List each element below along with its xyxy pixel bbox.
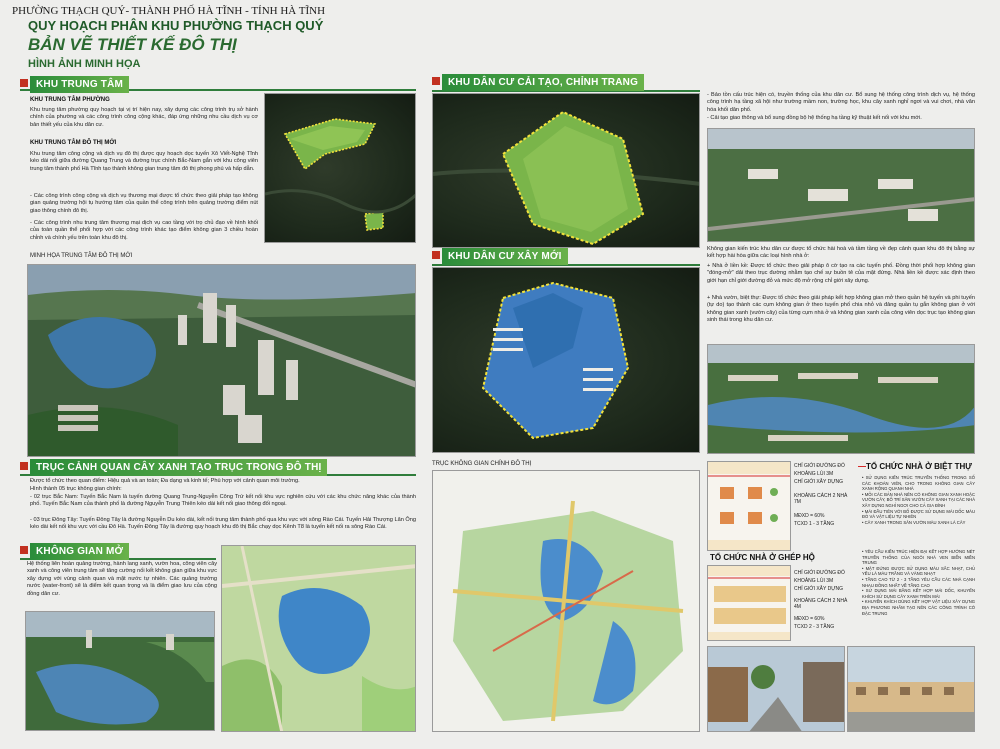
section-title-khong-gian-mo: KHÔNG GIAN MỞ [30, 543, 129, 560]
section-title-xay-moi: KHU DÂN CƯ XÂY MỚI [442, 248, 568, 265]
plan-graphic [222, 546, 416, 732]
label: MĐXD = 60% [794, 513, 825, 519]
subheading-trung-tam-phuong: KHU TRUNG TÂM PHƯỜNG [30, 97, 110, 103]
ghep-ho-labels [794, 570, 852, 630]
khong-gian-mo-render-image [25, 611, 215, 731]
paragraph: Khu trung tâm công cộng và dịch vụ đô thị được quy hoạch dọc tuyến Xô Viết-Nghệ Tĩnh kéo dài nối giữa đường Quang Trung và đường trục chính Bắc-Nam gắn với khu công viên trung tâm thành phố Hà Tĩnh tạo thành không gian trung tâm đô thị phong phú và hấp dẫn. [30, 151, 258, 172]
paragraph: Không gian kiến trúc khu dân cư được tổ chức hài hoà và tầm tầng về đẹp cảnh quan khu đô thị bằng sự kết hợp hài hòa giữa các loại hình nhà ở: [707, 246, 975, 260]
cai-tao-render-image [707, 128, 975, 242]
label: CHỈ GIỚI XÂY DỰNG [794, 586, 844, 592]
paragraph: - 02 trục Bắc Nam: Tuyến Bắc Nam là tuyến đường Quang Trung-Nguyễn Công Trứ kết nối khu vực nghiên cứu với các khu chức năng khác của thành phố. Tuyến Bắc Nam của thành phố là đường Nguyễn Trung Thiên kéo dài kết nối giao thông đối ngoại. [30, 494, 416, 508]
section-bullet [20, 79, 28, 87]
location-line: PHƯỜNG THẠCH QUÝ- THÀNH PHỐ HÀ TĨNH - TỈNH HÀ TĨNH [12, 5, 326, 17]
caption-truc-khong-gian: TRỤC KHÔNG GIAN CHÍNH ĐÔ THỊ [432, 461, 532, 467]
render-graphic [708, 345, 975, 454]
ghep-ho-street-render-2 [847, 646, 975, 732]
trung-tam-location-map [264, 93, 416, 243]
label: CHỈ GIỚI ĐƯỜNG ĐỎ [794, 570, 845, 576]
render-graphic [26, 612, 215, 731]
label: TCXD 2 - 3 TẦNG [794, 624, 835, 630]
diagram-graphic [708, 566, 791, 641]
project-title: QUY HOẠCH PHÂN KHU PHƯỜNG THẠCH QUÝ [28, 18, 324, 33]
label: TCXD 1 - 3 TẦNG [794, 521, 835, 527]
subheading-trung-tam-do-thi-moi: KHU TRUNG TÂM ĐÔ THỊ MỚI [30, 140, 117, 146]
map-graphic [433, 94, 700, 248]
label: KHOẢNG CÁCH 2 NHÀ 7M [794, 493, 848, 505]
section-bullet [20, 546, 28, 554]
render-graphic [848, 647, 975, 732]
drawing-title: BẢN VẼ THIẾT KẾ ĐÔ THỊ [28, 35, 237, 54]
paragraph: Được tổ chức theo quan điểm: Hiệu quả và an toàn; Đa dạng và kinh tế; Phù hợp với cảnh quan môi trường. [30, 478, 300, 484]
paragraph: - Các công trình nhu trung tâm thương mại dịch vụ cao tầng với trọ chủ đạo về hình khối của toàn quần thể phối hợp với các công trình khác tạo điểm không gian 3 chiều hoàn chỉnh và chính yếu trên toàn khu đô thị. [30, 220, 258, 241]
section-title-cai-tao: KHU DÂN CƯ CẢI TẠO, CHỈNH TRANG [442, 74, 644, 91]
label: KHOẢNG LÙI 3M [794, 578, 834, 584]
khong-gian-mo-plan-image [221, 545, 416, 732]
plan-graphic [433, 471, 700, 732]
drawing-subtitle: HÌNH ẢNH MINH HỌA [28, 58, 141, 70]
biet-thu-notes: • SỬ DỤNG KIẾN TRÚC TRUYỀN THỐNG TRONG SỐ CÁC KHOÁN VIÊN, CHO TRONG KHÔNG GIAN CÂY XANH RỘNG QUANH NHÀ • MỖI CÁC BẢN NHÀ NÊN CÓ KHÔNG GIAN XANH HOẶC VƯỜN CÂY, BỐ TRÍ SÂN VƯỜN CÂY XANH TẠI CÁC NHÀ XÂY DỰNG NGHỈ NGƠI CHO CẢ GIA ĐÌNH • MÁI ĐẦU TIÊN VỚI BỐ ĐƯỢC SỬ DỤNG MÁI DỐC MÀU ĐỎ VÀ VẬT LIỆU TỰ NHIÊN • CÂY XANH TRONG SÂN VƯỜN MÀU XANH LÁ CÂY [862, 475, 975, 525]
section-title-khu-trung-tam: KHU TRUNG TÂM [30, 76, 129, 93]
xay-moi-location-map [432, 267, 700, 453]
biet-thu-labels [794, 463, 852, 527]
paragraph: Khu trung tâm phường quy hoạch tại vị trí hiện nay, xây dựng các công trình trụ sở hành chính của phường và các công trình công cộng khác, đáp ứng những nhu cầu dịch vụ cơ bản thiết yếu của khu dân cư. [30, 107, 258, 128]
ghep-ho-street-render-1 [707, 646, 845, 732]
ghep-ho-diagram [707, 565, 791, 641]
section-bullet [20, 462, 28, 470]
render-graphic [708, 647, 845, 732]
map-graphic [433, 268, 700, 453]
biet-thu-diagram [707, 461, 791, 551]
map-graphic [265, 94, 416, 243]
render-graphic [28, 265, 416, 457]
label: CHỈ GIỚI ĐƯỜNG ĐỎ [794, 463, 845, 469]
label: MĐXD = 60% [794, 616, 825, 622]
paragraph: Hình thành 05 trục không gian chính: [30, 486, 122, 492]
paragraph: - Các công trình công cộng và dịch vụ thương mại được tổ chức theo giải pháp tạo không gian quảng trường hội tụ hướng tâm của quần thể công trình trên quảng trường điểm nút giao thông chính đô thị. [30, 193, 258, 214]
heading-ghep-ho: TỔ CHỨC NHÀ Ở GHÉP HỘ [710, 553, 815, 562]
render-graphic [708, 129, 975, 242]
trung-tam-render-image [27, 264, 416, 457]
paragraph: + Nhà vườn, biệt thự: Được tổ chức theo giải pháp kết hợp không gian mở theo quần hệ tuyến và phi tuyến (tự do) tạo thành các cụm không gian ở theo tuyến phố chia nhỏ và đảng quần tụ gắn không gian ở với không gian xanh (vườn cây) của từng cụm nhà ở và không gian xanh của công viên dọc trục tạo không gian sinh thái trong khu dân cư. [707, 295, 975, 324]
cai-tao-location-map [432, 93, 700, 248]
section-bullet [432, 77, 440, 85]
paragraph: - 03 trục Đông Tây: Tuyến Đông Tây là đường Nguyễn Du kéo dài, kết nối trung tâm thành phố qua khu vực với sông Rào Cái. Tuyến Hải Thượng Lãn Ông kéo dài kết nối khu vực với cầu Đô Hà. Tuyến Đông Tây là đường quy hoạch khu đô thị Bắc chạy dọc Kênh T8 là tuyến kết nối ra sông Rào Cái. [30, 517, 416, 531]
paragraph: + Nhà ở liền kề: Được tổ chức theo giải pháp ô cờ tạo ra các tuyến phố. Đồng thời phối hợp không gian "đóng-mở" dải theo trục đường nhằm tạo chế sự buồn tẻ của mặt đứng. Nhà liền kề được xác định theo giới hạn chỉ giới đường đỏ và mức độ mở rộng chỉ giới xây dựng. [707, 263, 975, 284]
paragraph: - Cải tạo giao thông và bổ sung đồng bộ hệ thống hạ tầng kỹ thuật kết nối với khu mới. [707, 115, 922, 121]
diagram-graphic [708, 462, 791, 551]
paragraph: Hệ thống liên hoàn quảng trường, hành lang xanh, vườn hoa, công viên cây xanh và công viên trung tâm sẽ tăng cường nối kết không gian giữa khu vực xây dựng với vùng cảnh quan và mặt nước tự nhiên. Các quảng trường nước (water-front) sẽ là điểm kết quan trọng và là điểm giao lưu của cộng đồng dân cư. [27, 561, 217, 597]
section-bullet [432, 251, 440, 259]
label: KHOẢNG LÙI 3M [794, 471, 834, 477]
section-title-truc-canh-quan: TRỤC CẢNH QUAN CÂY XANH TẠO TRỤC TRONG ĐÔ THỊ [30, 459, 327, 476]
red-accent [858, 466, 866, 467]
xay-moi-render-image [707, 344, 975, 454]
truc-khong-gian-plan-image [432, 470, 700, 732]
heading-biet-thu: TỔ CHỨC NHÀ Ở BIỆT THỰ [866, 462, 972, 471]
ghep-ho-notes: • YÊU CẦU KIẾN TRÚC HIỆN ĐẠI KẾT HỢP HƯỚNG NÉT TRUYỀN THỐNG CỦA NGÔI NHÀ VEN BIỂN MIỀN TRUNG • MẶT ĐỨNG ĐƯỢC SỬ DỤNG MÀU SẮC NHẠT, CHỦ YẾU LÀ MÀU TRẮNG VÀ VÀNG NHẠT • TẦNG CAO TỪ 2 - 3 TẦNG YÊU CẦU CÁC NHÀ CẠNH NHAU ĐỒNG NHẤT VỀ TẦNG CAO • SỬ DỤNG MÁI BẰNG KẾT HỢP MÁI DỐC, KHUYẾN KHÍCH SỬ DỤNG CÂY XANH TRÊN MÁI • KHUYẾN KHÍCH DÙNG KẾT HỢP VẬT LIỆU XÂY DỰNG ĐỊA PHƯƠNG NHẰM TẠO NÊN CÁC CÔNG TRÌNH CÓ ĐẶC TRƯNG [862, 549, 975, 616]
label: KHOẢNG CÁCH 2 NHÀ 4M [794, 598, 848, 610]
paragraph: - Bảo tồn cấu trúc hiện có, truyền thống của khu dân cư. Bổ sung hệ thống công trình dịch vụ, hệ thống công trình hạ tầng xã hội như trường mầm non, trường học, khu cây xanh nghỉ ngơi và vui chơi, nhà văn hóa khối dân phố. [707, 92, 975, 113]
label: CHỈ GIỚI XÂY DỰNG [794, 479, 844, 485]
caption-minh-hoa: MINH HỌA TRUNG TÂM ĐÔ THỊ MỚI [30, 253, 133, 259]
